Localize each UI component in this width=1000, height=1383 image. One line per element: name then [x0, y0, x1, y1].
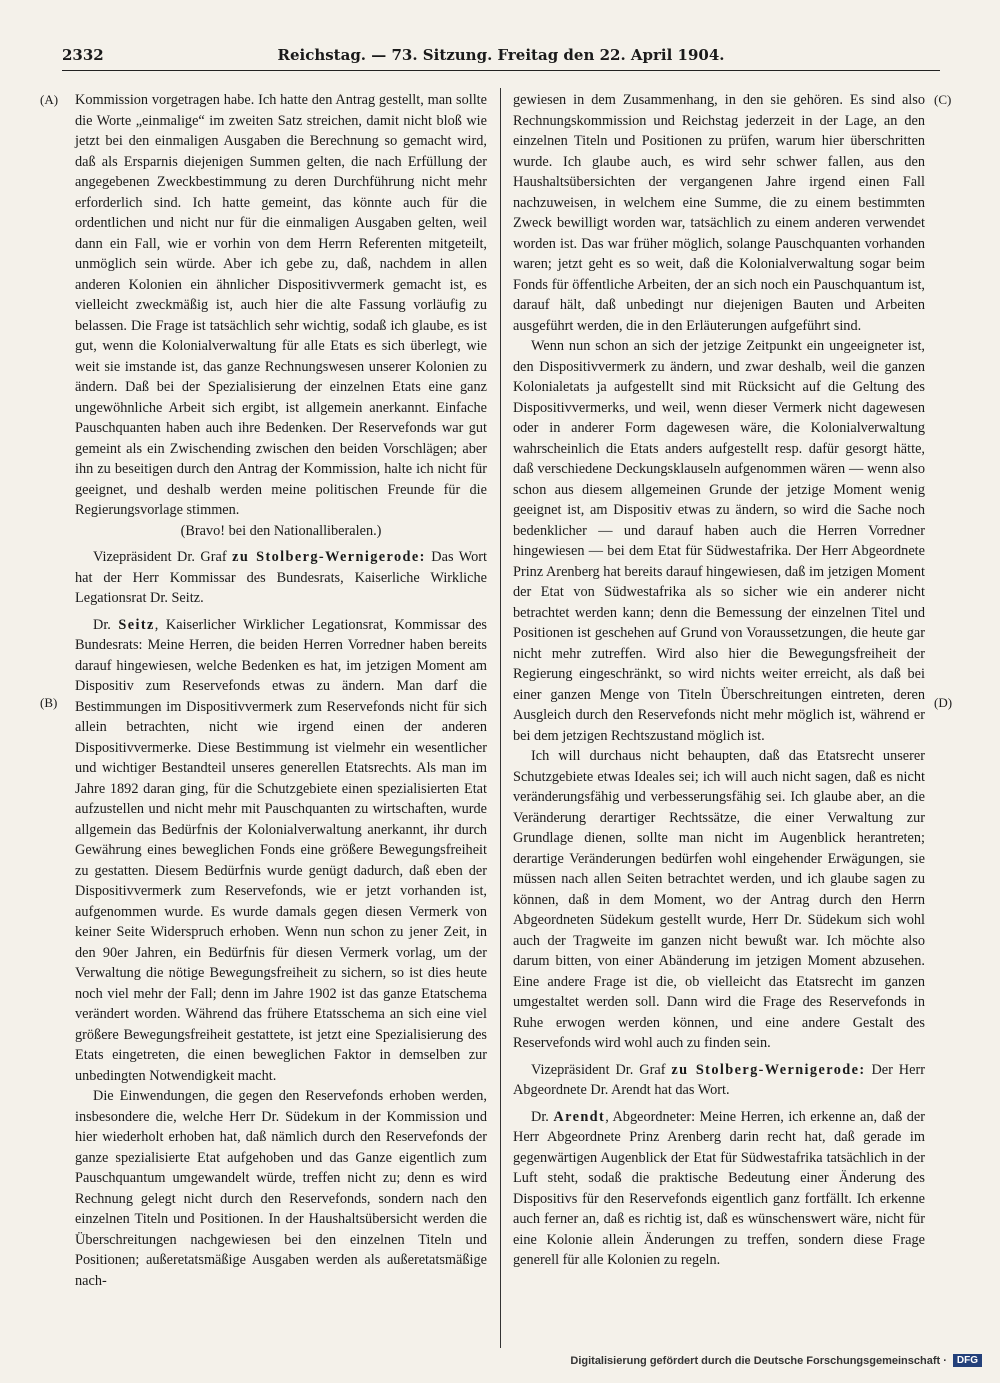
speaker-paragraph — [513, 1107, 925, 1271]
dfg-logo: DFG — [953, 1354, 982, 1367]
margin-marker-b: (B) — [40, 695, 58, 710]
margin-marker-a: (A) — [40, 92, 59, 107]
column-divider — [500, 88, 501, 1348]
paragraph: Wenn nun schon an sich der jetzige Zeitpunkt ein ungeeigneter ist, den Dispositivvermerk zu ändern, und zwar deshalb, weil die ganzen Kolonialetats ja aufgestellt sind mit Rücksicht auf die Geltung des Dispositivvermerks, und weil, wenn dieser Vermerk nicht dagewesen oder in anderer Form dagewesen wäre, die Kolonialverwaltung wahrscheinlich die Etats anders aufgestellt resp. dafür gesorgt hätte, daß verschiedene Deckungsklauseln aufgenommen wären — wenn also schon aus diesem allgemeinen Grunde der jetzige Moment wenig geeignet ist, am Dispositiv etwas zu ändern, so wird die Sache noch bedenklicher — und darauf haben auch die Herren Vorredner hingewiesen — bei dem Etat für Südwestafrika. Der Herr Abgeordnete Prinz Arenberg hat bereits darauf hingewiesen, daß im jetzigen Moment der Etat von Südwestafrika als so sicher wie ein anderer nicht betrachtet werden kann; denn die Bemessung der einzelnen Titel und Positionen ist geschehen auf Grund von Voraussetzungen, die heute gar nicht mehr zutreffen. Wird also hier die Bewegungsfreiheit der Regierung eingeschränkt, so wird nichts weiter erreicht, als daß bei einer ganzen Menge von Titeln Überschreitungen eintreten, deren Ausgleich durch den Reservefonds nicht mehr möglich ist, während er bei dem jetzigen Rechtszustand möglich ist. — [513, 338, 925, 744]
speaker-paragraph — [513, 1060, 925, 1101]
paragraph: Ich will durchaus nicht behaupten, daß das Etatsrecht unserer Schutzgebiete etwas Ideales sei; ich will auch nicht sagen, daß es nicht veränderungsfähig und verbesserungsfähig sei. Ich glaube aber, an die Veränderung derartiger Rechtssätze, die einer Verwaltung zur Grundlage dienen, sollte man nicht im Augenblick herantreten; derartige Veränderungen bedürfen wohl eingehender Erwägungen, sie müssen nach allen Seiten betrachtet werden, und ich glaube sagen zu können, daß in dem Moment, wo der Antrag durch den Herrn Abgeordneten Südekum gestellt wurde, Herr Dr. Südekum sich wohl auch der Tragweite im ganzen nicht bewußt war. Ich möchte also darum bitten, von einer Abänderung im jetzigen Moment abzusehen. Eine andere Frage ist die, ob vielleicht das Etatsrecht im ganzen umgestaltet werden soll. Dann wird die Frage des Reservefonds in Ruhe erwogen werden können, und eine andere Gestalt des Reservefonds wird wohl auch zu finden sein. — [513, 748, 925, 1051]
speaker-paragraph — [75, 615, 487, 1087]
speaker-name: zu Stolberg-Wernigerode: — [671, 1061, 866, 1078]
credit-text: Digitalisierung gefördert durch die Deutsche Forschungsgemeinschaft · — [570, 1354, 947, 1367]
speaker-title: Vizepräsident Dr. Graf — [93, 549, 233, 565]
paragraph: Die Einwendungen, die gegen den Reservefonds erhoben werden, insbesondere die, welche Herr Dr. Südekum in der Kommission und hier wiederholt erhoben hat, daß nämlich durch den Reservefonds der ganze spezialisierte Etat aufgehoben und das Ganze eigentlich zum Pauschquantum umgewandelt würde, treffen nicht zu; denn es wird Rechnung gelegt nicht durch den Reservefonds, sondern nach den einzelnen Titeln und Positionen. In der Haushaltsübersicht werden die Überschreitungen nachgewiesen bei den einzelnen Titeln und Positionen; außeretatsmäßige Ausgaben werden als außeretatsmäßige nach- — [75, 1088, 487, 1289]
speech-text: Der Herr Abgeordnete Dr. Arendt hat das Wort. — [513, 1061, 925, 1098]
speaker-name: zu Stolberg-Wernigerode: — [232, 549, 426, 565]
running-title: Reichstag. — 73. Sitzung. Freitag den 22. April 1904. — [277, 46, 725, 64]
digitization-credit — [570, 1354, 982, 1367]
paragraph: gewiesen in dem Zusammenhang, in den sie gehören. Es sind also Rechnungskommission und Reichstag jederzeit in der Lage, an den einzelnen Titeln und Positionen zu prüfen, warum hier überschritten wurde. Ich glaube auch, es wird sehr schwer fallen, aus den Haushaltsübersichten der vergangenen Jahre irgend einen Fall nachzuweisen, in welchem eine Summe, die zu einem bestimmten Zweck bewilligt worden war, tatsächlich zu einem anderen verwendet worden ist. Das war früher möglich, solange Pauschquanten vorhanden waren; jetzt geht es so weit, daß die Kolonialverwaltung sogar beim Fonds für öffentliche Arbeiten, der an sich noch ein Pauschquantum ist, darauf hält, daß unbedingt nur diejenigen Bauten und Arbeiten ausgeführt werden, die in den Erläuterungen aufgeführt sind. — [513, 92, 925, 334]
speaker-title: Vizepräsident Dr. Graf — [531, 1061, 672, 1078]
speaker-title: Dr. — [93, 616, 119, 633]
page-header — [62, 40, 940, 71]
speaker-name: Seitz — [118, 616, 155, 633]
page-number: 2332 — [62, 46, 104, 64]
paragraph: Kommission vorgetragen habe. Ich hatte den Antrag gestellt, man sollte die Worte „einmalige“ im zweiten Satz streichen, damit nicht bloß wie jetzt bei den einmaligen Ausgaben die Berechnung so gemacht wird, daß als Ersparnis diejenigen Summen gelten, die nach Erfüllung der angegebenen Zweckbestimmung zu deren Durchführung nicht mehr erforderlich sind. Ich hatte gemeint, das könnte auch für die ordentlichen und nicht nur für die einmaligen Ausgaben gelten, weil dann ein Fall, wie er vorhin von dem Herrn Referenten mitgeteilt, unmöglich sein würde. Aber ich gebe zu, daß, nachdem in allen anderen Kolonien ein ähnlicher Dispositivvermerk gemacht ist, es vielleicht zweckmäßig ist, auch hier die alte Fassung vorläufig zu belassen. Die Frage ist tatsächlich sehr wichtig, sodaß ich glaube, es ist gut, wenn die Kolonialverwaltung für alle Etats es sich überlegt, wie weit sie imstande ist, das ganze Rechnungswesen unserer Kolonien zu ändern. Daß bei der Spezialisierung der einzelnen Etats eine ganz ungewöhnliche Arbeit sich ergibt, ist allgemein anerkannt. Einfache Pauschquanten haben auch ihre Bedenken. Der Reservefonds war gut gemeint als ein Zwischending zwischen den beiden Vorschlägen; aber ihn zu beseitigen durch den Antrag der Kommission, halte ich nicht für geeignet, und deshalb werden meine politischen Freunde für die Regierungsvorlage stimmen. — [75, 92, 487, 518]
speaker-title: Dr. — [531, 1108, 554, 1125]
applause-note: (Bravo! bei den Nationalliberalen.) — [180, 522, 382, 539]
left-column — [75, 90, 487, 1291]
speech-text: Das Wort hat der Herr Kommissar des Bundesrats, Kaiserliche Wirkliche Legationsrat Dr. Seitz. — [75, 549, 487, 606]
speaker-name: Arendt — [553, 1108, 606, 1125]
speech-text: , Abgeordneter: Meine Herren, ich erkenne an, daß der Herr Abgeordnete Prinz Arenberg darin recht hat, daß gerade im gegenwärtigen Augenblick der Etat für Südwestafrika tatsächlich in der Luft steht, sodaß die praktische Bedeutung einer Änderung des Dispositivs für den Reservefonds eigentlich ganz fortfällt. Ich erkenne auch ferner an, daß es richtig ist, daß es wünschenswert wäre, nicht für eine Kolonie allein Änderungen zu treffen, sondern diese Frage generell für alle Kolonien zu regeln. — [513, 1108, 925, 1268]
right-column — [513, 90, 925, 1271]
margin-marker-d: (D) — [934, 695, 953, 710]
margin-marker-c: (C) — [934, 92, 952, 107]
speech-text: , Kaiserlicher Wirklicher Legationsrat, Kommissar des Bundesrats: Meine Herren, die beiden Herren Vorredner haben bereits darauf hingewiesen, welche Bedenken es hat, im jetzigen Moment am Dispositiv zum Reservefonds etwas zu ändern. Man darf die Bestimmungen im Dispositivvermerk zum Reservefonds nicht für sich allein betrachten, nicht wie irgend einen der anderen Dispositivvermerke. Diese Bestimmung ist vielmehr ein wesentlicher und wichtiger Bestandteil unseres generellen Etatsrechts. Als man im Jahre 1892 daran ging, für die Schutzgebiete einen spezialisierten Etat aufzustellen und nicht mehr mit Pauschquanten zu wirtschaften, wurde allgemein das Bedürfnis der Kolonialverwaltung anerkannt, ihr durch Gewährung eines beweglichen Fonds eine größere Bewegungsfreiheit zu gestatten. Diesem Bedürfnis wurde genügt dadurch, daß eben der Dispositivvermerk zum Reservefonds, wie er jetzt vorhanden ist, aufgenommen wurde. Es wurde damals gegen diesen Vermerk von keiner Seite Widerspruch erhoben. Wenn nun schon zu jener Zeit, in den 90er Jahren, ein Bedürfnis für diesen Vermerk vorlag, um der Verwaltung die nötige Bewegungsfreiheit zu sichern, so ist dies heute noch viel mehr der Fall; denn im Jahre 1902 ist das ganze Etatschema verändert worden. Während das frühere Etatsschema an sich eine viel größere Bewegungsfreiheit gestattete, ist jetzt eine Spezialisierung des Etats eingetreten, die einen beweglichen Faktor in demselben zur unbedingten Notwendigkeit macht. — [75, 616, 487, 1084]
speaker-paragraph — [75, 547, 487, 609]
